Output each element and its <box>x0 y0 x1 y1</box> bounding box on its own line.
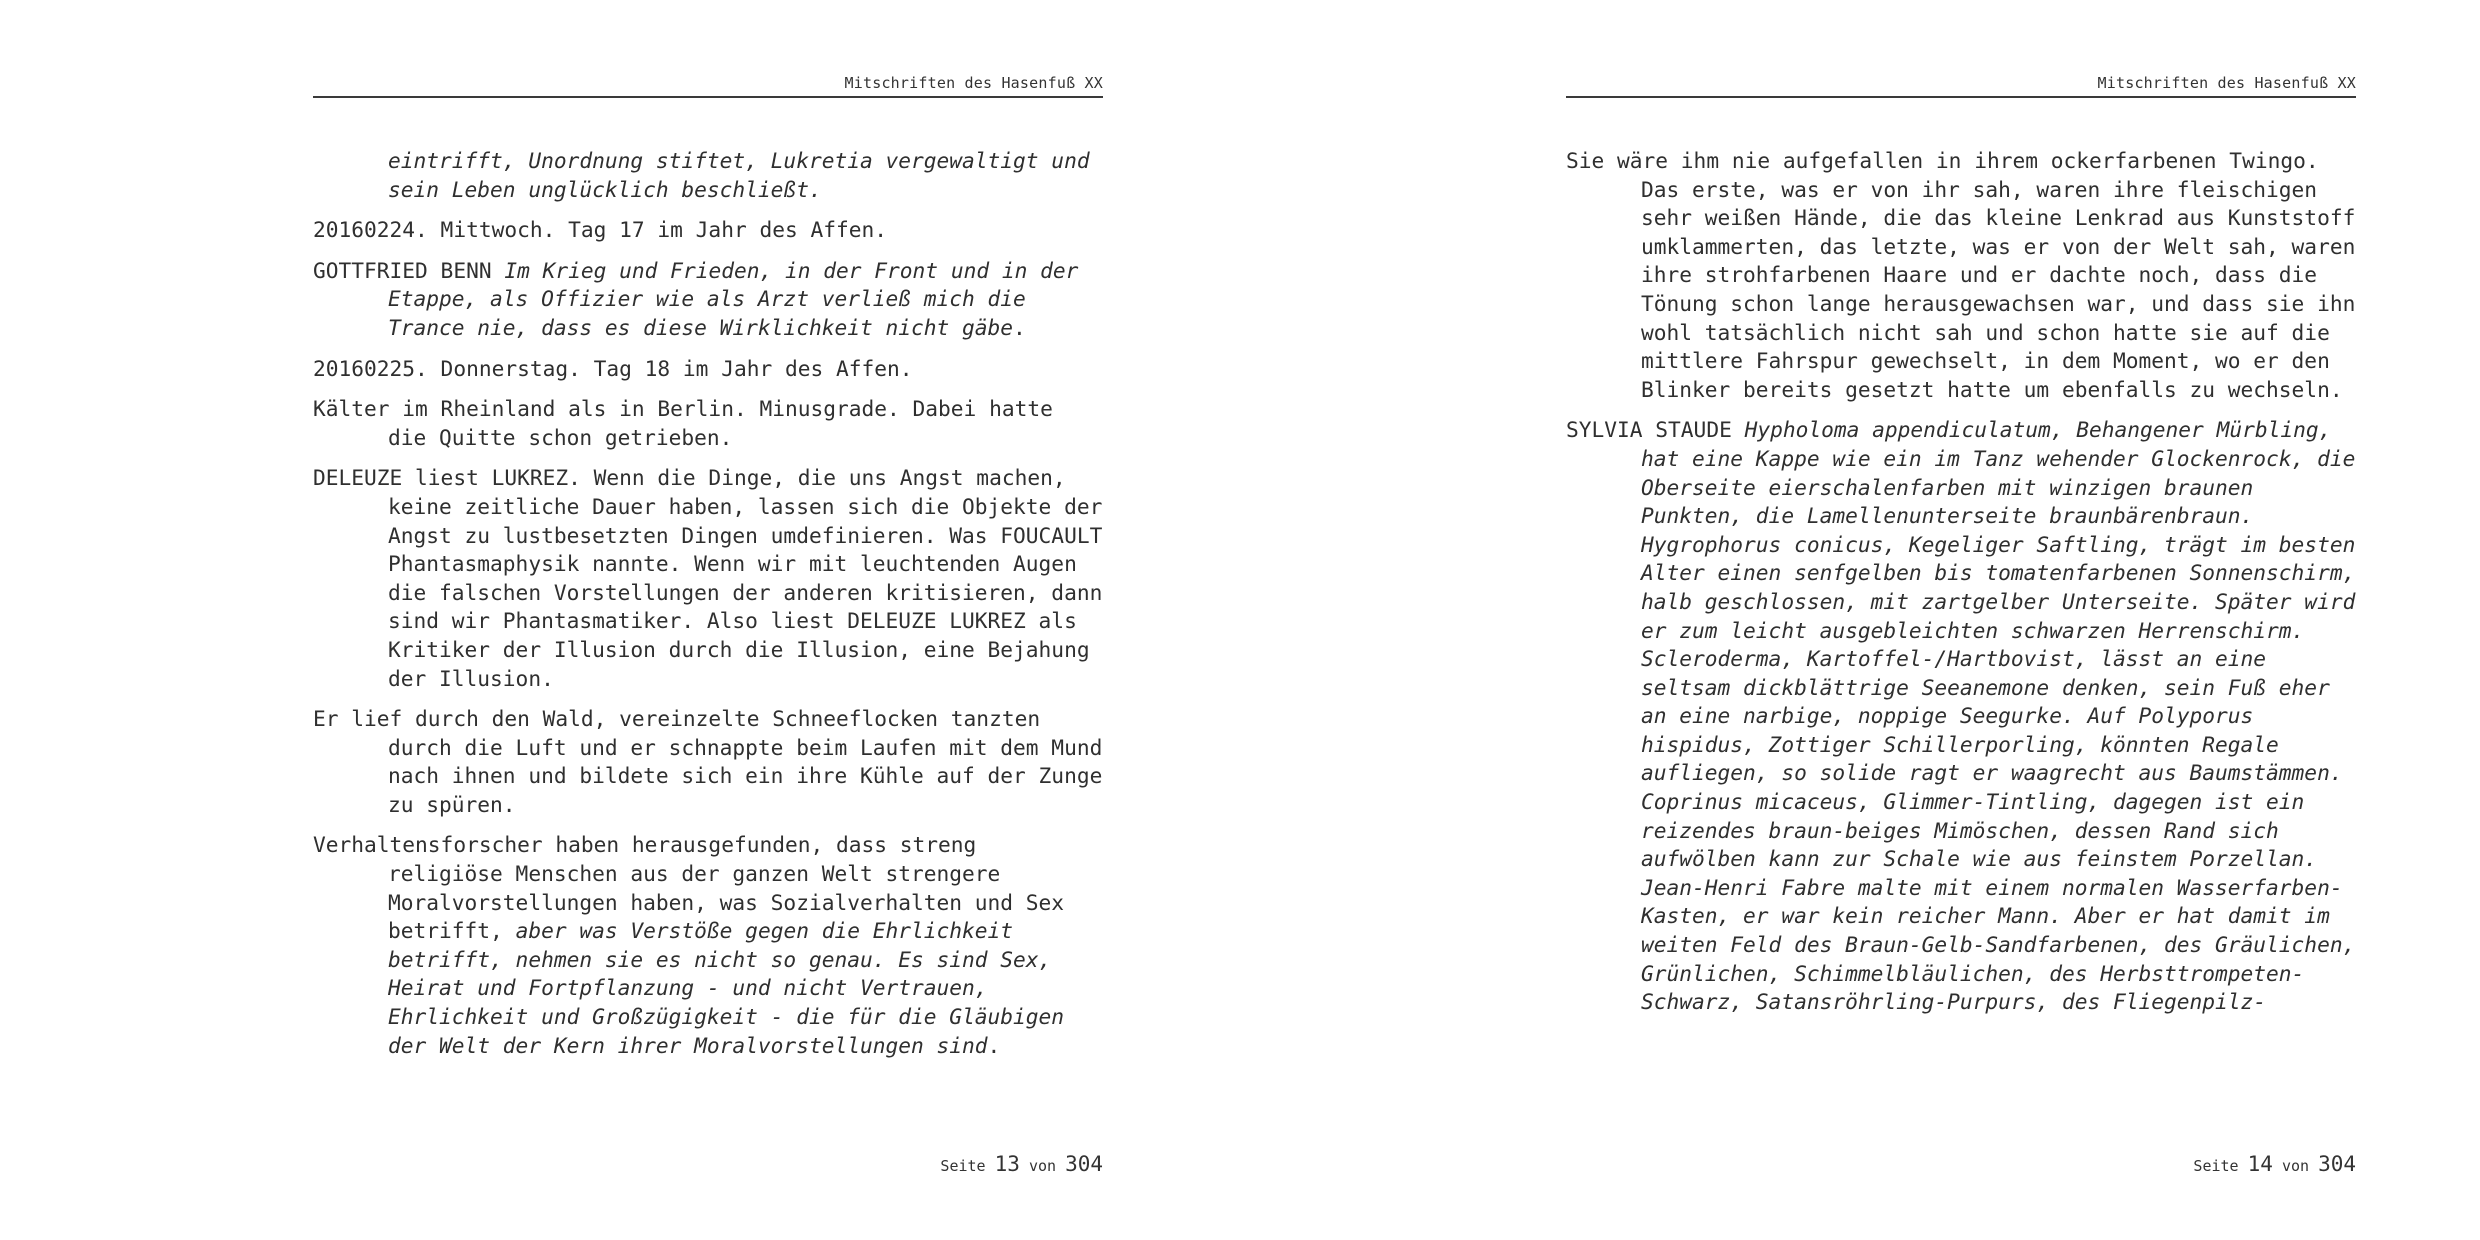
italic-text: aber was Verstöße gegen die Ehrlichkeit betrifft, nehmen sie es nicht so genau. Es sind Sex, Heirat und Fortpflanzung - und nicht Vertrauen, Ehrlichkeit und Großzügigkeit - die für die Gläubigen der Welt der Kern ihrer Moralvorstellungen sind <box>388 918 1065 1058</box>
author-name: GOTTFRIED BENN <box>313 257 492 283</box>
punctuation: . <box>987 1032 1001 1058</box>
running-head: Mitschriften des Hasenfuß XX <box>844 74 1103 92</box>
italic-quote: Hypholoma appendiculatum, Behangener Mürbling, hat eine Kappe wie ein im Tanz wehender Glockenrock, die Oberseite eierschalenfarben mit winzigen braunen Punkten, die Lamellenunterseite braunbärenbraun. Hygrophorus conicus, Kegeliger Saftling, trägt im besten Alter einen senfgelben bis tomatenfarbenen Sonnenschirm, halb geschlossen, mit zartgelber Unterseite. Später wird er zum leicht ausgebleichten schwarzen Herrenschirm. Scleroderma, Kartoffel-/Hartbovist, lässt an eine seltsam dickblättrige Seeanemone denken, sein Fuß eher an eine narbige, noppige Seegurke. Auf Polyporus hispidus, Zottiger Schillerporling, könnten Regale aufliegen, so solide ragt er waagrecht aus Baumstämmen. Coprinus micaceus, Glimmer-Tintling, dagegen ist ein reizendes braun-beiges Mimöschen, dessen Rand sich aufwölben kann zur Schale wie aus feinstem Porzellan. Jean-Henri Fabre malte mit einem normalen Wasserfarben-Kasten, er war kein reicher Mann. Aber er hat damit im weiten Feld des Braun-Gelb-Sandfarbenen, des Gräulichen, Grünlichen, Schimmelbläulichen, des Herbsttrompeten-Schwarz, Satansröhrling-Purpurs, des Fliegenpilz- <box>1641 417 2356 1015</box>
folio-total: 304 <box>1065 1152 1103 1176</box>
folio-number: 14 <box>2247 1152 2273 1176</box>
paragraph: DELEUZE liest LUKREZ. Wenn die Dinge, die uns Angst machen, keine zeitliche Dauer haben, lassen sich die Objekte der Angst zu lustbesetzten Dingen umdefinieren. Was FOUCAULT Phantasmaphysik nannte. Wenn wir mit leuchtenden Augen die falschen Vorstellungen der anderen kritisieren, dann sind wir Phantasmatiker. Also liest DELEUZE LUKREZ als Kritiker der Illusion durch die Illusion, eine Bejahung der Illusion. <box>313 465 1103 691</box>
paragraph: Er lief durch den Wald, vereinzelte Schneeflocken tanzten durch die Luft und er schnappte beim Laufen mit dem Mund nach ihnen und bildete sich ein ihre Kühle auf der Zunge zu spüren. <box>313 706 1103 817</box>
quote-paragraph <box>1566 416 2356 1016</box>
left-page-body <box>313 147 1103 1072</box>
italic-quote: Im Krieg und Frieden, in der Front und in der Etappe, als Offizier wie als Arzt verließ mich die Trance nie, dass es diese Wirklichkeit nicht gäbe <box>388 257 1079 340</box>
paragraph: Sie wäre ihm nie aufgefallen in ihrem ockerfarbenen Twingo. Das erste, was er von ihr sah, waren ihre fleischigen sehr weißen Hände, die das kleine Lenkrad aus Kunststoff umklammerten, das letzte, was er von der Welt sah, waren ihre strohfarbenen Haare und er dachte noch, dass die Tönung schon lange herausgewachsen war, und dass sie ihn wohl tatsächlich nicht sah und schon hatte sie auf die mittlere Fahrspur gewechselt, in dem Moment, wo er den Blinker bereits gesetzt hatte um ebenfalls zu wechseln. <box>1566 148 2356 402</box>
italic-text: eintrifft, Unordnung stiftet, Lukretia vergewaltigt und sein Leben unglücklich beschließt. <box>388 148 1090 202</box>
folio-prefix: Seite <box>940 1157 986 1175</box>
paragraph-continuation <box>313 147 1103 204</box>
page-number <box>1566 1152 2356 1176</box>
folio-total: 304 <box>2318 1152 2356 1176</box>
paragraph <box>313 831 1103 1060</box>
folio-sep: von <box>1028 1157 1057 1175</box>
paragraph-text: Verhaltensforscher haben herausgefunden, dass streng religiöse Menschen aus der ganzen Welt strengere Moralvorstellungen haben, was Sozialverhalten und Sex betrifft, <box>313 832 1065 944</box>
punctuation: . <box>1013 314 1026 340</box>
folio-prefix: Seite <box>2193 1157 2239 1175</box>
right-page-body <box>1566 147 2356 1029</box>
header-rule <box>313 96 1103 98</box>
diary-date-entry: 20160224. Mittwoch. Tag 17 im Jahr des Affen. <box>313 217 888 243</box>
folio-number: 13 <box>994 1152 1020 1176</box>
left-page <box>313 0 1103 1240</box>
diary-date-entry: 20160225. Donnerstag. Tag 18 im Jahr des Affen. <box>313 355 913 381</box>
right-page <box>1566 0 2356 1240</box>
header-rule <box>1566 96 2356 98</box>
paragraph: Kälter im Rheinland als in Berlin. Minusgrade. Dabei hatte die Quitte schon getrieben. <box>313 396 1053 450</box>
quote-paragraph <box>313 257 1103 343</box>
author-name: SYLVIA STAUDE <box>1566 417 1732 443</box>
folio-sep: von <box>2281 1157 2310 1175</box>
running-head: Mitschriften des Hasenfuß XX <box>2097 74 2356 92</box>
page-number <box>313 1152 1103 1176</box>
